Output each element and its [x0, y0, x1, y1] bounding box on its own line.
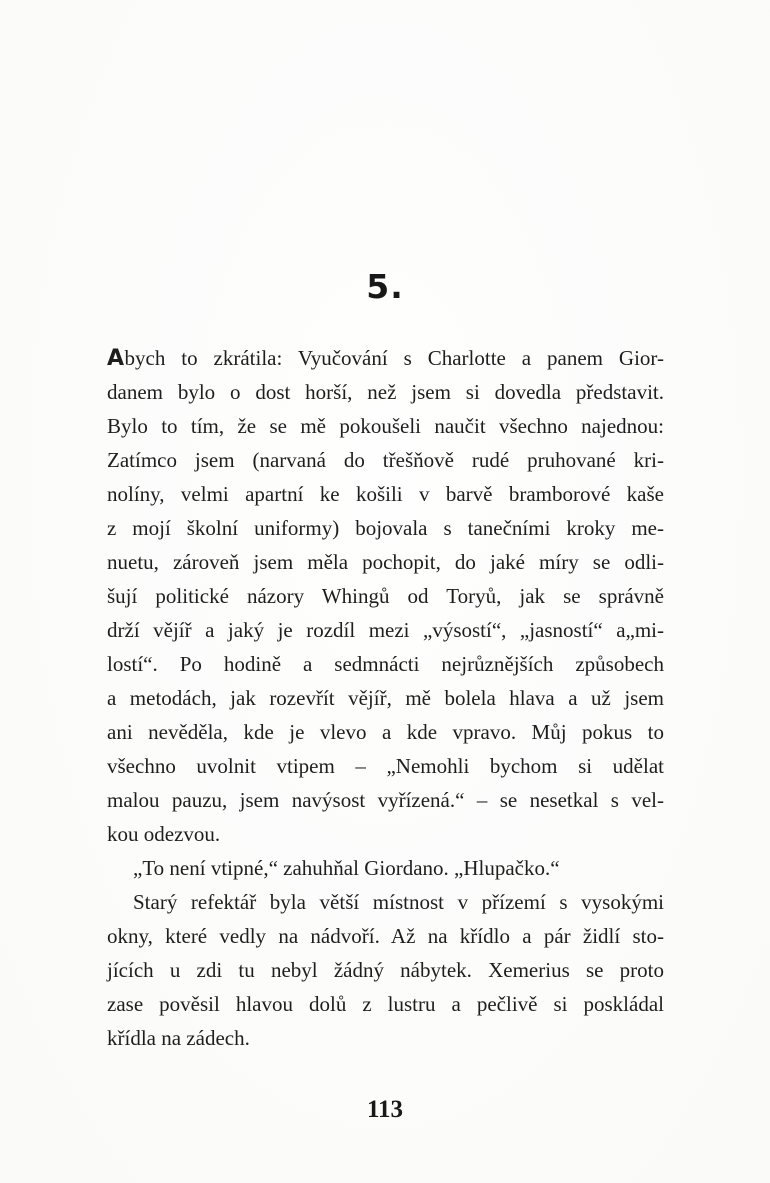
text-line: Abych to zkrátila: Vyučování s Charlotte a panem Gior- [107, 346, 664, 371]
text-line: zase pověsil hlavou dolů z lustru a pečlivě si poskládal [107, 992, 664, 1016]
text-line: danem bylo o dost horší, než jsem si dovedla představit. [107, 380, 664, 404]
text-line: všechno uvolnit vtipem – „Nemohli bychom si udělat [107, 754, 664, 778]
text-line: z mojí školní uniformy) bojovala s tanečními kroky me- [107, 516, 664, 540]
page-number: 113 [366, 1096, 404, 1123]
text-line: drží vějíř a jaký je rozdíl mezi „výsostí“, „jasností“ a„mi- [107, 618, 664, 642]
text-line: okny, které vedly na nádvoří. Až na křídlo a pár židlí sto- [107, 924, 664, 948]
text-line: kou odezvou. [107, 822, 221, 846]
text-line: „To není vtipné,“ zahuhňal Giordano. „Hlupačko.“ [133, 856, 560, 880]
text-line: nolíny, velmi apartní ke košili v barvě bramborové kaše [107, 482, 664, 506]
text-line: křídla na zádech. [107, 1026, 250, 1050]
text-line: lostí“. Po hodině a sedmnácti nejrůznějších způsobech [107, 652, 664, 676]
chapter-number: 5. [366, 267, 404, 306]
text-line: Starý refektář byla větší místnost v přízemí s vysokými [133, 890, 664, 914]
text-line: malou pauzu, jsem navýsost vyřízená.“ – se nesetkal s vel- [107, 788, 664, 812]
text-line: nuetu, zároveň jsem měla pochopit, do jaké míry se odli- [107, 550, 664, 574]
text-line: a metodách, jak rozevřít vějíř, mě bolela hlava a už jsem [107, 686, 664, 710]
text-line: Bylo to tím, že se mě pokoušeli naučit všechno najednou: [107, 414, 664, 438]
text-line: ani nevěděla, kde je vlevo a kde vpravo. Můj pokus to [107, 720, 664, 744]
lead-capital: A [107, 346, 125, 371]
text-line: Zatímco jsem (narvaná do třešňově rudé pruhované kri- [107, 448, 664, 472]
text-line: šují politické názory Whingů od Toryů, jak se správně [107, 584, 664, 608]
text-line: jících u zdi tu nebyl žádný nábytek. Xemerius se proto [107, 958, 664, 982]
body-text [107, 341, 664, 1055]
